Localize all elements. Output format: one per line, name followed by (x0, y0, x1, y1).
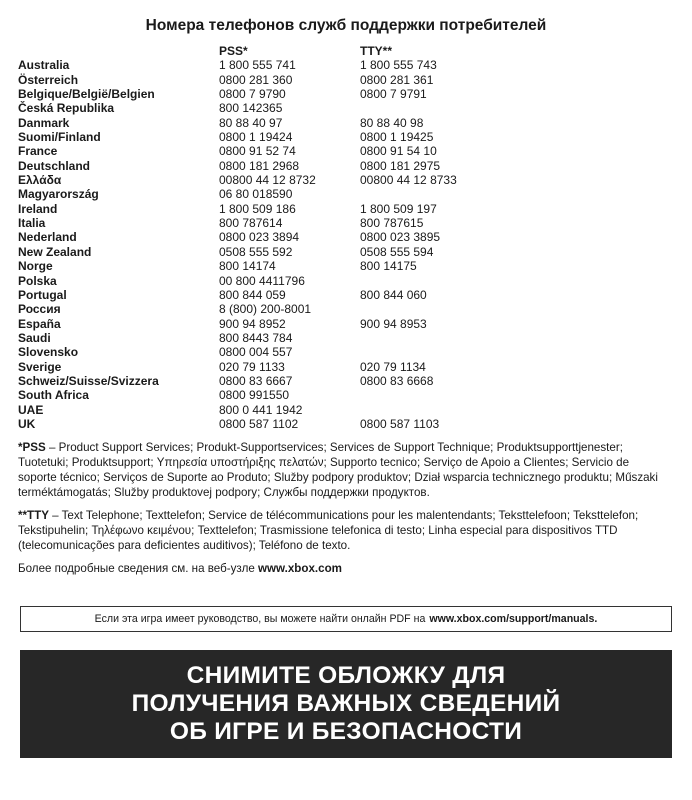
table-row (18, 374, 520, 388)
country-cell: UK (18, 416, 36, 431)
more-info-text: Более подробные сведения см. на веб-узле (18, 562, 259, 575)
country-column-header (18, 44, 219, 58)
country-cell: Saudi (18, 330, 51, 345)
table-row (18, 259, 520, 273)
pss-number-cell: 0508 555 592 (219, 244, 293, 259)
country-cell: Belgique/België/Belgien (18, 87, 155, 102)
banner-line-1: СНИМИТЕ ОБЛОЖКУ ДЛЯ (186, 662, 506, 689)
tty-number-cell (360, 345, 520, 359)
country-cell: Italia (18, 216, 46, 231)
country-cell: Россия (18, 302, 61, 317)
page-title: Номера телефонов служб поддержки потребителей (145, 17, 547, 34)
pss-number-cell: 06 80 018590 (219, 187, 293, 202)
table-row (18, 144, 520, 158)
pss-footnote-label: *PSS (18, 441, 46, 454)
pss-footnote-text: – Product Support Services; Produkt-Supportservices; Services de Support Technique; Produktsupporttjenester; Tuotetuki; Produktsupport; Υπηρεσία υποστήριξης πελατών; Supporto tecnico; Serviço de Apoio a Clientes; Servicio de soporte técnico; Serviços de Suporte ao Produto; Služby podpory produktov; Dział wsparcia technicznego produktu; Műszaki terméktámogatás; Služby produktovej podpory; Службы поддержки продуктов. (18, 441, 658, 499)
table-row (18, 317, 520, 331)
tty-number-cell: 0800 023 3895 (360, 230, 441, 245)
tty-footnote (18, 508, 663, 553)
table-row (18, 274, 520, 288)
pss-number-cell: 800 8443 784 (219, 330, 293, 345)
tty-number-cell: 00800 44 12 8733 (360, 173, 457, 188)
pss-number-cell: 00 800 4411796 (219, 273, 305, 288)
tty-number-cell: 0800 83 6668 (360, 373, 434, 388)
tty-number-cell (360, 388, 520, 402)
pss-number-cell: 0800 004 557 (219, 345, 293, 360)
tty-number-cell: 020 79 1134 (360, 359, 426, 374)
pss-column-header: PSS* (219, 44, 248, 58)
pss-number-cell: 800 14174 (219, 259, 276, 274)
tty-number-cell: 1 800 509 197 (360, 201, 437, 216)
pss-number-cell: 80 88 40 97 (219, 115, 283, 130)
tty-number-cell: 0800 1 19425 (360, 130, 434, 145)
country-cell: Suomi/Finland (18, 130, 101, 145)
table-row (18, 130, 520, 144)
country-cell: Australia (18, 58, 70, 73)
more-info-line (18, 561, 663, 576)
tty-number-cell: 800 14175 (360, 259, 417, 274)
pss-number-cell: 800 787614 (219, 216, 283, 231)
country-cell: España (18, 316, 61, 331)
pss-number-cell: 800 844 059 (219, 287, 286, 302)
tty-number-cell: 0800 7 9791 (360, 87, 427, 102)
tty-footnote-label: **TTY (18, 509, 49, 522)
xbox-website-link[interactable]: www.xbox.com (258, 562, 342, 575)
country-cell: Ελλάδα (18, 173, 62, 188)
table-row (18, 58, 520, 72)
tty-number-cell (360, 101, 520, 115)
tty-number-cell: 80 88 40 98 (360, 115, 424, 130)
country-cell: Slovensko (18, 345, 79, 360)
pss-number-cell: 0800 7 9790 (219, 87, 286, 102)
table-row (18, 403, 520, 417)
pss-number-cell: 900 94 8952 (219, 316, 286, 331)
support-phone-table (18, 44, 520, 431)
country-cell: Sverige (18, 359, 62, 374)
table-row (18, 331, 520, 345)
tty-number-cell (360, 187, 520, 201)
table-header-row (18, 44, 520, 58)
tty-number-cell (360, 274, 520, 288)
table-row (18, 216, 520, 230)
pss-number-cell: 800 0 441 1942 (219, 402, 303, 417)
country-cell: Norge (18, 259, 53, 274)
table-row (18, 417, 520, 431)
manuals-link[interactable]: www.xbox.com/support/manuals. (429, 613, 598, 625)
table-row (18, 159, 520, 173)
country-cell: Portugal (18, 287, 67, 302)
pss-number-cell: 0800 1 19424 (219, 130, 293, 145)
tty-number-cell: 0800 587 1103 (360, 416, 440, 431)
footnotes (18, 440, 663, 584)
country-cell: France (18, 144, 58, 159)
pss-number-cell: 00800 44 12 8732 (219, 173, 316, 188)
table-row (18, 173, 520, 187)
country-cell: Danmark (18, 115, 70, 130)
pss-number-cell: 0800 281 360 (219, 72, 293, 87)
country-cell: Magyarország (18, 187, 99, 202)
country-cell: UAE (18, 402, 44, 417)
pss-number-cell: 800 142365 (219, 101, 283, 116)
pss-number-cell: 0800 023 3894 (219, 230, 300, 245)
table-row (18, 87, 520, 101)
tty-number-cell: 1 800 555 743 (360, 58, 437, 73)
tty-number-cell: 800 787615 (360, 216, 424, 231)
pss-number-cell: 0800 91 52 74 (219, 144, 296, 159)
tty-number-cell (360, 302, 520, 316)
table-row (18, 388, 520, 402)
country-cell: Schweiz/Suisse/Svizzera (18, 373, 159, 388)
tty-number-cell (360, 331, 520, 345)
country-cell: Deutschland (18, 158, 91, 173)
table-row (18, 73, 520, 87)
country-cell: Ireland (18, 201, 58, 216)
table-row (18, 101, 520, 115)
tty-number-cell: 0508 555 594 (360, 244, 434, 259)
pss-number-cell: 0800 587 1102 (219, 416, 299, 431)
pss-number-cell: 0800 83 6667 (219, 373, 293, 388)
pss-number-cell: 8 (800) 200-8001 (219, 302, 312, 317)
table-row (18, 187, 520, 201)
table-row (18, 345, 520, 359)
table-row (18, 116, 520, 130)
country-cell: New Zealand (18, 244, 92, 259)
pss-footnote (18, 440, 663, 500)
table-row (18, 230, 520, 244)
country-cell: Polska (18, 273, 57, 288)
banner-line-2: ПОЛУЧЕНИЯ ВАЖНЫХ СВЕДЕНИЙ (131, 690, 561, 717)
table-row (18, 245, 520, 259)
tty-number-cell: 800 844 060 (360, 287, 427, 302)
table-row (18, 288, 520, 302)
tty-number-cell: 900 94 8953 (360, 316, 427, 331)
tty-number-cell: 0800 281 361 (360, 72, 434, 87)
pss-number-cell: 020 79 1133 (219, 359, 285, 374)
pss-number-cell: 0800 991550 (219, 388, 290, 403)
tty-number-cell: 0800 181 2975 (360, 158, 441, 173)
table-body (18, 58, 520, 431)
remove-cover-banner (20, 650, 672, 758)
tty-number-cell: 0800 91 54 10 (360, 144, 437, 159)
country-cell: South Africa (18, 388, 89, 403)
pss-number-cell: 0800 181 2968 (219, 158, 300, 173)
manual-info-box (20, 606, 672, 632)
pss-number-cell: 1 800 509 186 (219, 201, 296, 216)
banner-line-3: ОБ ИГРЕ И БЕЗОПАСНОСТИ (169, 718, 523, 745)
tty-number-cell (360, 403, 520, 417)
tty-column-header: TTY** (360, 44, 393, 58)
country-cell: Österreich (18, 72, 79, 87)
country-cell: Česká Republika (18, 101, 115, 116)
pss-number-cell: 1 800 555 741 (219, 58, 296, 73)
country-cell: Nederland (18, 230, 77, 245)
table-row (18, 360, 520, 374)
table-row (18, 302, 520, 316)
tty-footnote-text: – Text Telephone; Texttelefon; Service de télécommunications pour les malentendants; Teksttelefoon; Teksttelefon; Tekstipuhelin; Τηλέφωνο κειμένου; Texttelefon; Trasmissione telefonica di testo; Linha especial para dispositivos TTD (telecomunicações para deficientes auditivos); Teléfono de texto. (18, 509, 639, 552)
table-row (18, 202, 520, 216)
manual-info-text: Если эта игра имеет руководство, вы можете найти онлайн PDF на (94, 613, 426, 625)
